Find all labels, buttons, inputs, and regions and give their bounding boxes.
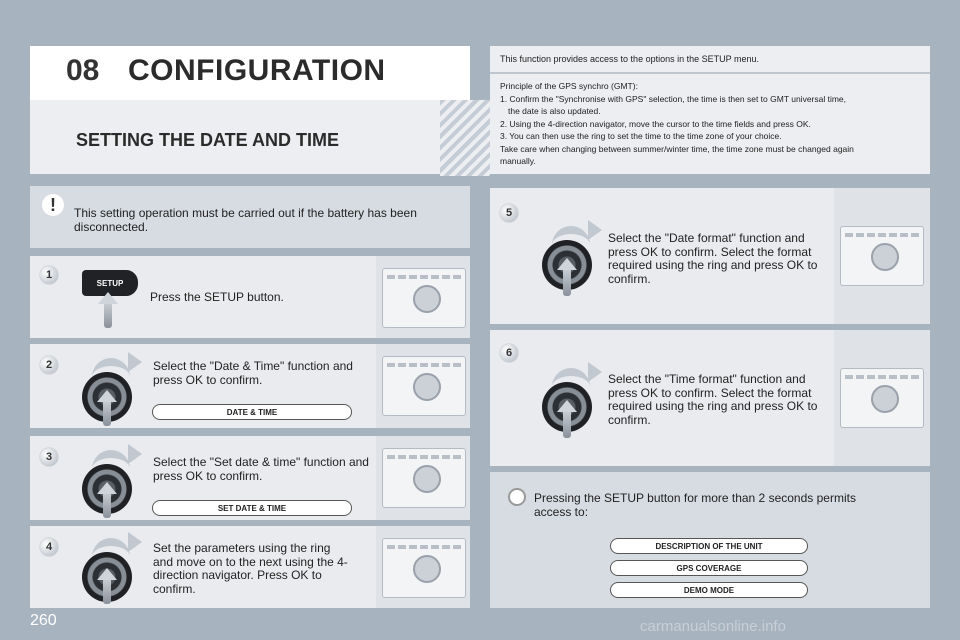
chapter-title: CONFIGURATION (128, 54, 386, 87)
radio-buttons (845, 375, 919, 379)
step-6-text: Select the "Time format" function and press OK to confirm. Select the format required using the ring and press OK to confirm. (608, 372, 818, 427)
radio-knob (413, 285, 441, 313)
option-gps-coverage: GPS COVERAGE (610, 560, 808, 576)
step-5-number: 5 (500, 204, 518, 222)
radio-buttons (387, 363, 461, 367)
radio-knob (413, 465, 441, 493)
radio-thumbnail (376, 436, 470, 520)
radio-panel (382, 538, 466, 598)
step-3-text: Select the "Set date & time" function and press OK to confirm. (153, 455, 369, 483)
press-arrow-icon (104, 300, 112, 328)
step-2-text: Select the "Date & Time" function and press OK to confirm. (153, 359, 353, 387)
gps-step-3: 3. You can then use the ring to set the time to the time zone of your choice. (500, 131, 782, 141)
radio-panel (382, 356, 466, 416)
press-arrow-icon (103, 490, 111, 518)
radio-panel (382, 268, 466, 328)
option-description-of-unit: DESCRIPTION OF THE UNIT (610, 538, 808, 554)
gps-step-2: 2. Using the 4-direction navigator, move the cursor to the time fields and press OK. (500, 118, 811, 129)
radio-buttons (387, 275, 461, 279)
gps-step-1-cont: the date is also updated. (508, 106, 601, 116)
press-arrow-icon (563, 408, 571, 438)
gps-heading: Principle of the GPS synchro (GMT): (500, 81, 638, 91)
radio-thumbnail (834, 188, 930, 324)
step-3-number: 3 (40, 448, 58, 466)
step-2-number: 2 (40, 356, 58, 374)
radio-thumbnail (376, 344, 470, 428)
step-1-text: Press the SETUP button. (150, 290, 284, 304)
radio-knob (413, 555, 441, 583)
gps-synchro-text (500, 80, 920, 168)
radio-thumbnail (376, 526, 470, 608)
section-title: SETTING THE DATE AND TIME (76, 130, 339, 150)
step-6-number: 6 (500, 344, 518, 362)
gps-note: Take care when changing between summer/winter time, the time zone must be changed again (500, 143, 854, 154)
radio-knob (871, 243, 899, 271)
date-time-menu-label: DATE & TIME (152, 404, 352, 420)
tip-text: Pressing the SETUP button for more than 2 seconds permits access to: (534, 491, 856, 519)
option-demo-mode: DEMO MODE (610, 582, 808, 598)
exclamation-icon: ! (42, 194, 64, 216)
press-arrow-icon (103, 398, 111, 426)
sun-icon (508, 488, 526, 506)
radio-knob (871, 385, 899, 413)
radio-thumbnail (834, 330, 930, 466)
press-arrow-icon (563, 266, 571, 296)
gps-step-1: 1. Confirm the "Synchronise with GPS" selection, the time is then set to GMT universal time, (500, 93, 847, 104)
chapter-number: 08 (66, 54, 100, 87)
decorative-stripes (440, 100, 490, 176)
watermark: carmanualsonline.info (640, 618, 786, 635)
radio-panel (382, 448, 466, 508)
intro-line: This function provides access to the options in the SETUP menu. (500, 54, 759, 64)
page-number: 260 (30, 612, 57, 629)
radio-knob (413, 373, 441, 401)
step-1-number: 1 (40, 266, 58, 284)
step-4-text: Set the parameters using the ring and move on to the next using the 4-direction navigator. Press OK to confirm. (153, 541, 348, 596)
warning-text: This setting operation must be carried out if the battery has been disconnected. (74, 206, 417, 234)
step-5-text: Select the "Date format" function and press OK to confirm. Select the format required using the ring and press OK to confirm. (608, 231, 818, 286)
step-4-number: 4 (40, 538, 58, 556)
radio-buttons (387, 545, 461, 549)
press-arrow-icon (103, 576, 111, 604)
radio-buttons (845, 233, 919, 237)
radio-buttons (387, 455, 461, 459)
gps-note-cont: manually. (500, 156, 536, 166)
radio-panel (840, 226, 924, 286)
set-date-time-menu-label: SET DATE & TIME (152, 500, 352, 516)
setup-button: SETUP (82, 270, 138, 296)
intro-divider (490, 72, 930, 74)
radio-panel (840, 368, 924, 428)
radio-thumbnail (376, 256, 470, 338)
